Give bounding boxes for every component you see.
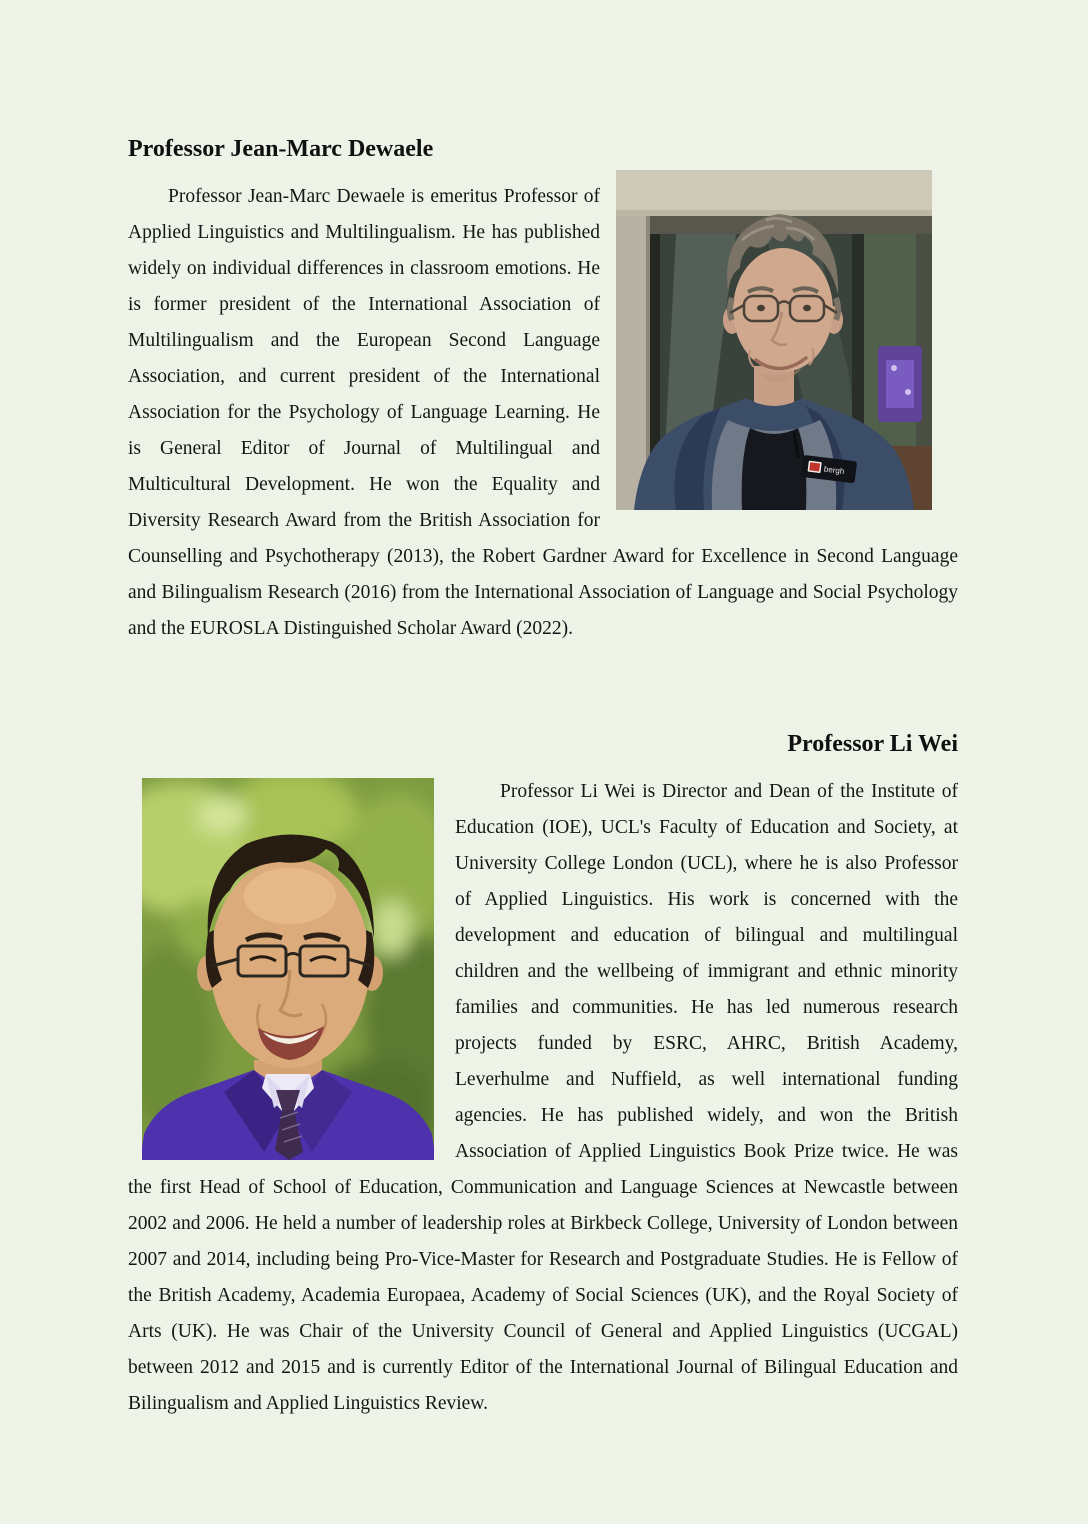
section-dewaele — [128, 137, 958, 647]
dewaele-bio-block — [128, 179, 958, 647]
face — [733, 248, 833, 372]
dewaele-photo — [616, 170, 932, 510]
dewaele-portrait-illustration — [616, 170, 932, 510]
liwei-portrait-illustration — [142, 778, 434, 1160]
liwei-bio-block — [128, 774, 958, 1422]
liwei-bio-paragraph: Professor Li Wei is Director and Dean of the Institute of Education (IOE), UCL's Faculty of Education and Society, at University College London (UCL), where he is also Professor of Applied Linguistics. His work is concerned with the development and education of bilingual and multilingual children and the wellbeing of immigrant and ethnic minority families and communities. He has led numerous research projects funded by ESRC, AHRC, British Academy, Leverhulme and Nuffield, as well international funding agencies. He has published widely, and won the British Association of Applied Linguistics Book Prize twice. He was the first Head of School of Education, Communication and Language Sciences at Newcastle between 2002 and 2006. He held a number of leadership roles at Birkbeck College, University of London between 2007 and 2014, including being Pro-Vice-Master for Research and Postgraduate Studies. He is Fellow of the British Academy, Academia Europaea, Academy of Social Sciences (UK), and the Royal Society of Arts (UK). He was Chair of the University Council of General and Applied Linguistics (UCGAL) between 2012 and 2015 and is currently Editor of the International Journal of Bilingual Education and Bilingualism and Applied Linguistics Review. — [128, 781, 958, 1414]
jacket-logo-text: bergh — [823, 464, 845, 476]
section-title-dewaele: Professor Jean-Marc Dewaele — [128, 136, 434, 162]
section-title-liwei: Professor Li Wei — [787, 731, 958, 757]
section-liwei — [128, 732, 958, 1422]
liwei-photo — [142, 778, 434, 1160]
dewaele-bio-paragraph: Professor Jean-Marc Dewaele is emeritus Professor of Applied Linguistics and Multilingualism. He has published widely on individual differences in classroom emotions. He is former president of the International Association of Multilingualism and the European Second Language Association, and current president of the International Association for the Psychology of Language Learning. He is General Editor of Journal of Multilingual and Multicultural Development. He won the Equality and Diversity Research Award from the British Association for Counselling and Psychotherapy (2013), the Robert Gardner Award for Excellence in Second Language and Bilingualism Research (2016) from the International Association of Language and Social Psychology and the EUROSLA Distinguished Scholar Award (2022). — [128, 186, 958, 639]
